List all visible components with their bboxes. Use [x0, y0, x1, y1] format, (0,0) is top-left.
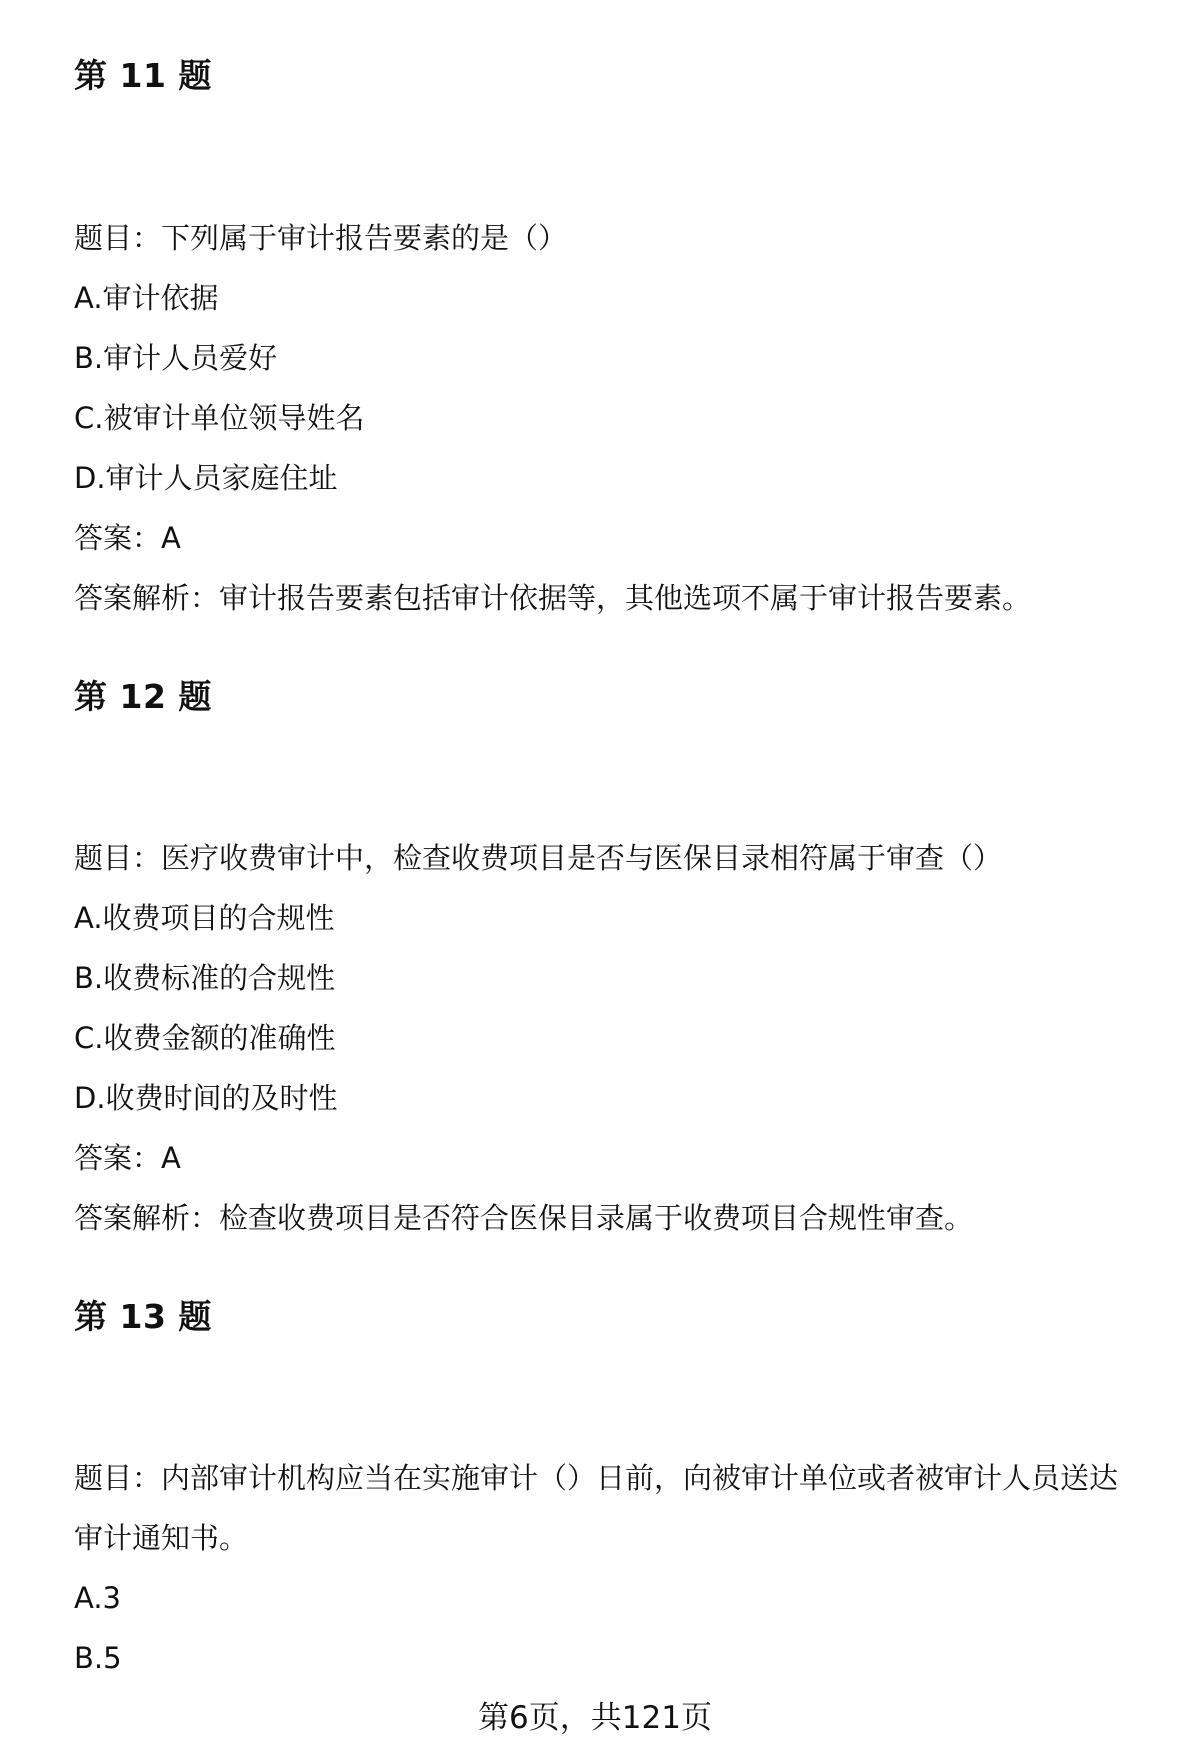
question-11-option-b: B.审计人员爱好	[74, 341, 278, 375]
question-13-option-a: A.3	[74, 1581, 121, 1615]
question-12-heading: 第 12 题	[74, 677, 212, 716]
question-12-option-d: D.收费时间的及时性	[74, 1081, 338, 1115]
question-11-option-c: C.被审计单位领导姓名	[74, 401, 365, 435]
question-12-option-c: C.收费金额的准确性	[74, 1021, 336, 1055]
question-11-option-a: A.审计依据	[74, 281, 219, 315]
page-number-footer: 第6页，共121页	[478, 1700, 712, 1736]
question-12-answer: 答案：A	[74, 1141, 181, 1175]
question-13-stem-line-1: 题目：内部审计机构应当在实施审计（）日前，向被审计单位或者被审计人员送达	[74, 1461, 1119, 1495]
question-12-stem: 题目：医疗收费审计中，检查收费项目是否与医保目录相符属于审查（）	[74, 841, 1003, 875]
question-11-explanation: 答案解析：审计报告要素包括审计依据等，其他选项不属于审计报告要素。	[74, 581, 1032, 615]
question-11-stem: 题目：下列属于审计报告要素的是（）	[74, 221, 568, 255]
question-11-heading: 第 11 题	[74, 56, 212, 95]
question-11-answer: 答案：A	[74, 521, 181, 555]
question-13-stem-line-2: 审计通知书。	[74, 1521, 249, 1555]
question-13-option-b: B.5	[74, 1641, 122, 1675]
question-13-heading: 第 13 题	[74, 1297, 212, 1336]
question-12-option-b: B.收费标准的合规性	[74, 961, 336, 995]
question-11-option-d: D.审计人员家庭住址	[74, 461, 338, 495]
question-12-option-a: A.收费项目的合规性	[74, 901, 335, 935]
question-12-explanation: 答案解析：检查收费项目是否符合医保目录属于收费项目合规性审查。	[74, 1201, 974, 1235]
